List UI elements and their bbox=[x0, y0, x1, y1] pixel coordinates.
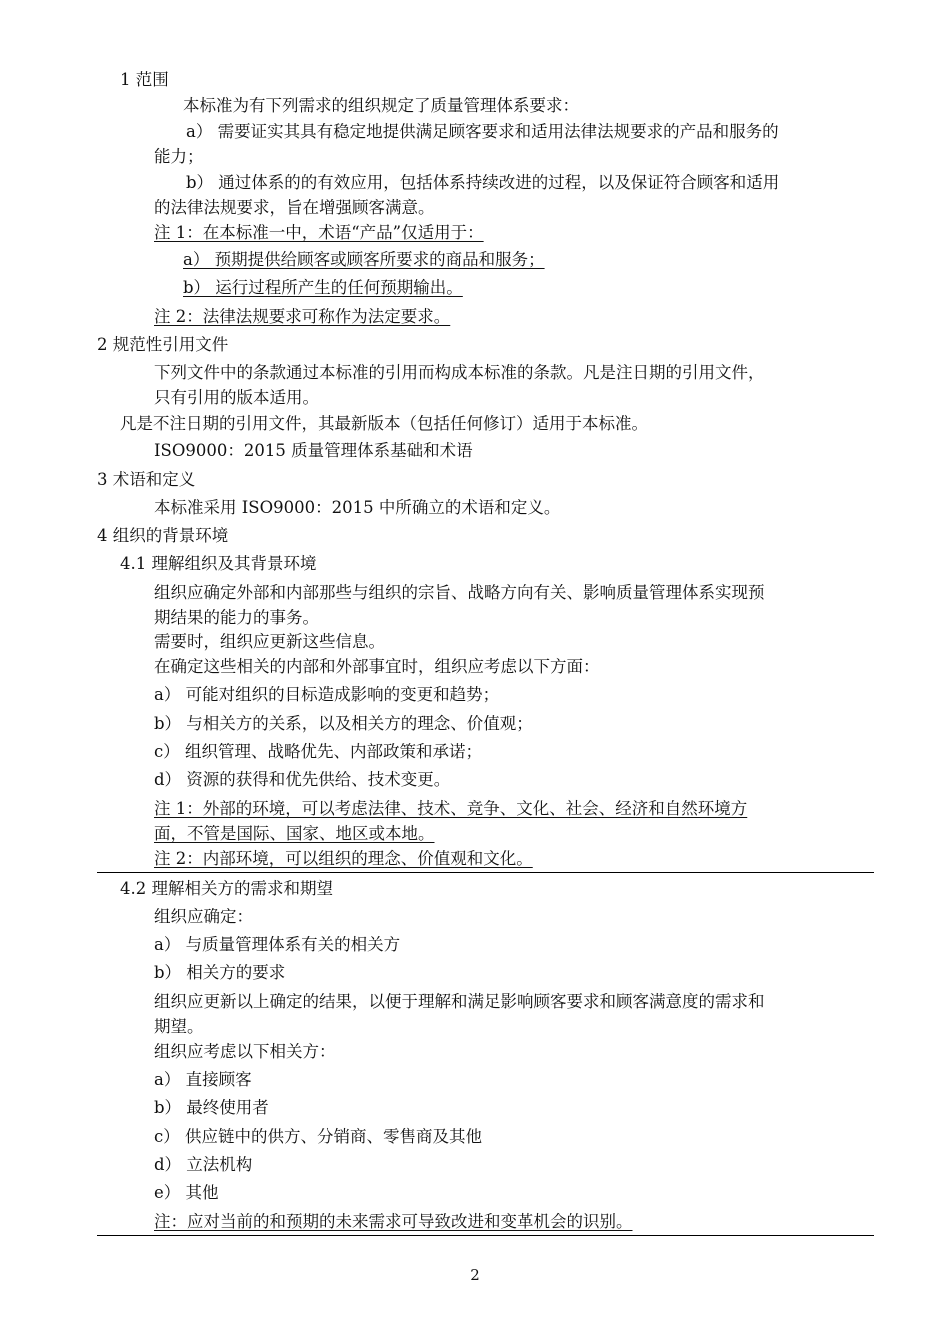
list-item: a） 与质量管理体系有关的相关方 bbox=[154, 935, 401, 954]
section-1-item-b-line1: b） 通过体系的的有效应用，包括体系持续改进的过程，以及保证符合顾客和适用 bbox=[186, 173, 780, 192]
section-4-1-note-1-line2: 面，不管是国际、国家、地区或本地。 bbox=[154, 824, 435, 843]
section-1-heading: 1 范围 bbox=[120, 70, 169, 89]
section-1-item-a-line1: a） 需要证实其具有稳定地提供满足顾客要求和适用法律法规要求的产品和服务的 bbox=[186, 122, 779, 141]
section-4-1-para3: 在确定这些相关的内部和外部事宜时，组织应考虑以下方面： bbox=[154, 657, 600, 676]
section-4-2-para2-line2: 期望。 bbox=[154, 1017, 204, 1036]
list-item: a） 直接顾客 bbox=[154, 1070, 252, 1089]
section-divider bbox=[97, 872, 874, 873]
list-item: a） 可能对组织的目标造成影响的变更和趋势； bbox=[154, 685, 500, 704]
section-3-heading: 3 术语和定义 bbox=[97, 470, 196, 489]
section-4-1-note-1-line1: 注 1：外部的环境，可以考虑法律、技术、竞争、文化、社会、经济和自然环境方 bbox=[154, 799, 748, 818]
section-1-note-2: 注 2：法律法规要求可称作为法定要求。 bbox=[154, 307, 451, 326]
list-item: c） 供应链中的供方、分销商、零售商及其他 bbox=[154, 1127, 482, 1146]
section-4-2-para2-line1: 组织应更新以上确定的结果，以便于理解和满足影响顾客要求和顾客满意度的需求和 bbox=[154, 992, 765, 1011]
section-3-para: 本标准采用 ISO9000：2015 中所确立的术语和定义。 bbox=[154, 498, 561, 517]
section-4-1-heading: 4.1 理解组织及其背景环境 bbox=[120, 554, 317, 573]
list-item: b） 最终使用者 bbox=[154, 1098, 269, 1117]
list-item: c） 组织管理、战略优先、内部政策和承诺； bbox=[154, 742, 482, 761]
section-2-para2: 凡是不注日期的引用文件，其最新版本（包括任何修订）适用于本标准。 bbox=[120, 414, 648, 433]
section-1-item-a-line2: 能力； bbox=[154, 147, 204, 166]
section-2-para1-line2: 只有引用的版本适用。 bbox=[154, 388, 319, 407]
section-4-heading: 4 组织的背景环境 bbox=[97, 526, 229, 545]
page-number: 2 bbox=[470, 1266, 480, 1284]
section-4-2-para3: 组织应考虑以下相关方： bbox=[154, 1042, 336, 1061]
list-item: d） 资源的获得和优先供给、技术变更。 bbox=[154, 770, 451, 789]
section-4-1-para1-line1: 组织应确定外部和内部那些与组织的宗旨、战略方向有关、影响质量管理体系实现预 bbox=[154, 583, 765, 602]
section-4-1-para2: 需要时，组织应更新这些信息。 bbox=[154, 632, 385, 651]
section-4-2-note: 注：应对当前的和预期的未来需求可导致改进和变革机会的识别。 bbox=[154, 1212, 633, 1231]
section-1-note-1-item-b: b） 运行过程所产生的任何预期输出。 bbox=[183, 278, 463, 297]
section-divider bbox=[97, 1235, 874, 1236]
list-item: b） 相关方的要求 bbox=[154, 963, 286, 982]
list-item: b） 与相关方的关系，以及相关方的理念、价值观； bbox=[154, 714, 533, 733]
list-item: e） 其他 bbox=[154, 1183, 219, 1202]
section-2-heading: 2 规范性引用文件 bbox=[97, 335, 229, 354]
list-item: d） 立法机构 bbox=[154, 1155, 253, 1174]
section-4-1-note-2: 注 2：内部环境，可以组织的理念、价值观和文化。 bbox=[154, 849, 533, 868]
section-1-item-b-line2: 的法律法规要求，旨在增强顾客满意。 bbox=[154, 198, 435, 217]
section-4-2-para1: 组织应确定： bbox=[154, 907, 253, 926]
section-2-reference: ISO9000：2015 质量管理体系基础和术语 bbox=[154, 441, 473, 460]
section-4-2-heading: 4.2 理解相关方的需求和期望 bbox=[120, 879, 333, 898]
section-2-para1-line1: 下列文件中的条款通过本标准的引用而构成本标准的条款。凡是注日期的引用文件， bbox=[154, 363, 765, 382]
section-4-1-para1-line2: 期结果的能力的事务。 bbox=[154, 608, 319, 627]
section-1-intro: 本标准为有下列需求的组织规定了质量管理体系要求： bbox=[183, 96, 579, 115]
section-1-note-1: 注 1：在本标准一中，术语“产品”仅适用于： bbox=[154, 223, 484, 242]
section-1-note-1-item-a: a） 预期提供给顾客或顾客所要求的商品和服务； bbox=[183, 250, 545, 269]
